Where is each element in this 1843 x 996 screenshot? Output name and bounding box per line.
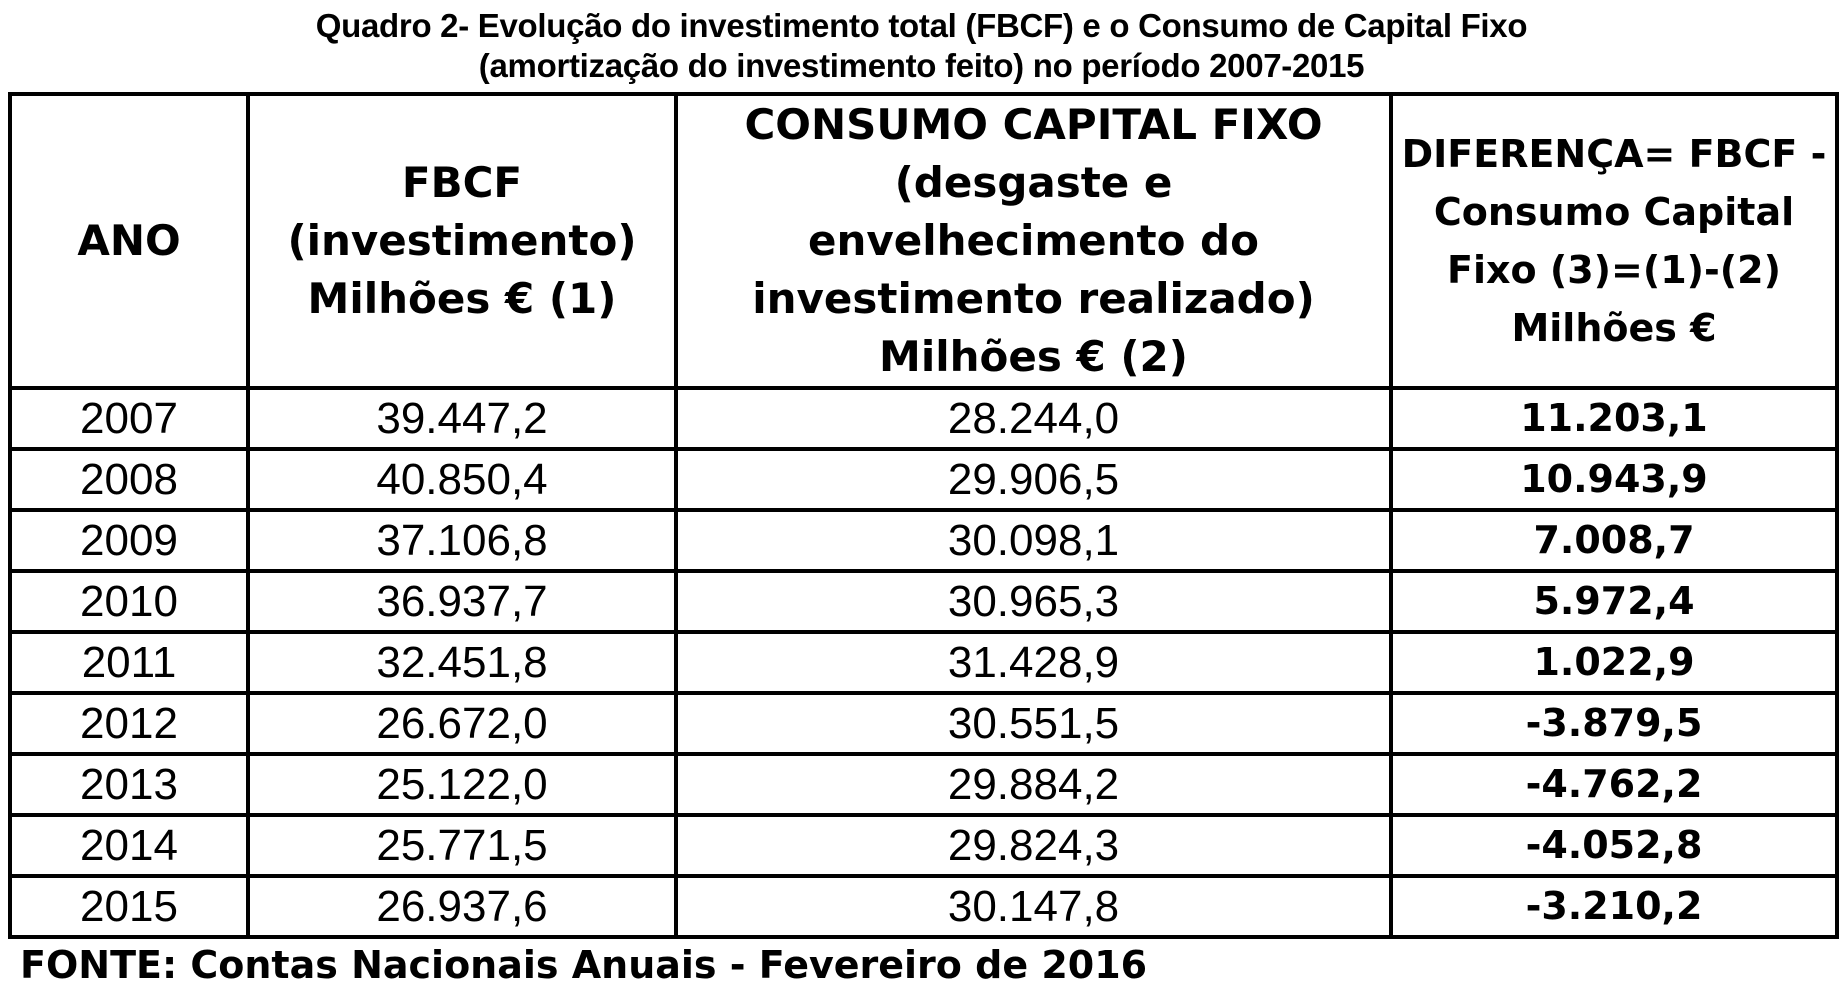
table-row bbox=[10, 693, 1837, 754]
cell-ano: 2013 bbox=[10, 754, 248, 815]
header-consumo-line: investimento realizado) bbox=[752, 274, 1315, 323]
cell-diferenca: -3.879,5 bbox=[1391, 693, 1837, 754]
header-diferenca-line: Milhões € bbox=[1511, 306, 1717, 350]
header-fbcf-line: Milhões € (1) bbox=[307, 274, 617, 323]
header-diferenca-line: Fixo (3)=(1)-(2) bbox=[1447, 248, 1781, 292]
header-row bbox=[10, 94, 1837, 388]
table-row bbox=[10, 388, 1837, 449]
cell-consumo: 31.428,9 bbox=[676, 632, 1391, 693]
header-fbcf bbox=[248, 94, 676, 388]
header-consumo-line: Milhões € (2) bbox=[879, 332, 1188, 381]
cell-fbcf: 37.106,8 bbox=[248, 510, 676, 571]
cell-ano: 2012 bbox=[10, 693, 248, 754]
cell-ano: 2015 bbox=[10, 876, 248, 937]
cell-fbcf: 25.122,0 bbox=[248, 754, 676, 815]
cell-diferenca: 1.022,9 bbox=[1391, 632, 1837, 693]
investment-table bbox=[8, 92, 1839, 939]
cell-fbcf: 26.672,0 bbox=[248, 693, 676, 754]
document-title bbox=[0, 6, 1843, 86]
table-row bbox=[10, 571, 1837, 632]
header-fbcf-line: FBCF bbox=[401, 158, 523, 207]
cell-diferenca: -3.210,2 bbox=[1391, 876, 1837, 937]
cell-ano: 2010 bbox=[10, 571, 248, 632]
header-consumo-line: CONSUMO CAPITAL FIXO bbox=[744, 100, 1323, 149]
cell-diferenca: 7.008,7 bbox=[1391, 510, 1837, 571]
cell-fbcf: 32.451,8 bbox=[248, 632, 676, 693]
cell-consumo: 28.244,0 bbox=[676, 388, 1391, 449]
table-body bbox=[10, 388, 1837, 937]
cell-ano: 2007 bbox=[10, 388, 248, 449]
table-row bbox=[10, 449, 1837, 510]
header-consumo-line: (desgaste e bbox=[894, 158, 1173, 207]
cell-ano: 2014 bbox=[10, 815, 248, 876]
source-note: FONTE: Contas Nacionais Anuais - Fevereiro de 2016 bbox=[20, 943, 1148, 987]
table-row bbox=[10, 632, 1837, 693]
cell-consumo: 29.884,2 bbox=[676, 754, 1391, 815]
table-header bbox=[10, 94, 1837, 388]
header-diferenca-line: DIFERENÇA= FBCF - bbox=[1401, 132, 1827, 176]
header-ano bbox=[10, 94, 248, 388]
cell-consumo: 29.906,5 bbox=[676, 449, 1391, 510]
table-row bbox=[10, 876, 1837, 937]
cell-consumo: 30.551,5 bbox=[676, 693, 1391, 754]
header-fbcf-line: (investimento) bbox=[287, 216, 637, 265]
header-diferenca-line: Consumo Capital bbox=[1433, 190, 1795, 234]
cell-fbcf: 39.447,2 bbox=[248, 388, 676, 449]
cell-ano: 2009 bbox=[10, 510, 248, 571]
cell-diferenca: 10.943,9 bbox=[1391, 449, 1837, 510]
title-line-2: (amortização do investimento feito) no período 2007-2015 bbox=[478, 47, 1365, 84]
cell-consumo: 30.147,8 bbox=[676, 876, 1391, 937]
cell-consumo: 29.824,3 bbox=[676, 815, 1391, 876]
cell-ano: 2011 bbox=[10, 632, 248, 693]
header-ano-line: ANO bbox=[77, 216, 181, 265]
table-row bbox=[10, 815, 1837, 876]
title-line-1: Quadro 2- Evolução do investimento total (FBCF) e o Consumo de Capital Fixo bbox=[315, 7, 1528, 44]
cell-consumo: 30.098,1 bbox=[676, 510, 1391, 571]
table-row bbox=[10, 510, 1837, 571]
cell-fbcf: 40.850,4 bbox=[248, 449, 676, 510]
cell-fbcf: 25.771,5 bbox=[248, 815, 676, 876]
cell-diferenca: -4.762,2 bbox=[1391, 754, 1837, 815]
table-row bbox=[10, 754, 1837, 815]
cell-consumo: 30.965,3 bbox=[676, 571, 1391, 632]
cell-diferenca: 5.972,4 bbox=[1391, 571, 1837, 632]
cell-diferenca: -4.052,8 bbox=[1391, 815, 1837, 876]
cell-fbcf: 26.937,6 bbox=[248, 876, 676, 937]
header-consumo-line: envelhecimento do bbox=[808, 216, 1259, 265]
cell-fbcf: 36.937,7 bbox=[248, 571, 676, 632]
cell-ano: 2008 bbox=[10, 449, 248, 510]
cell-diferenca: 11.203,1 bbox=[1391, 388, 1837, 449]
header-diferenca bbox=[1391, 94, 1837, 388]
header-consumo bbox=[676, 94, 1391, 388]
